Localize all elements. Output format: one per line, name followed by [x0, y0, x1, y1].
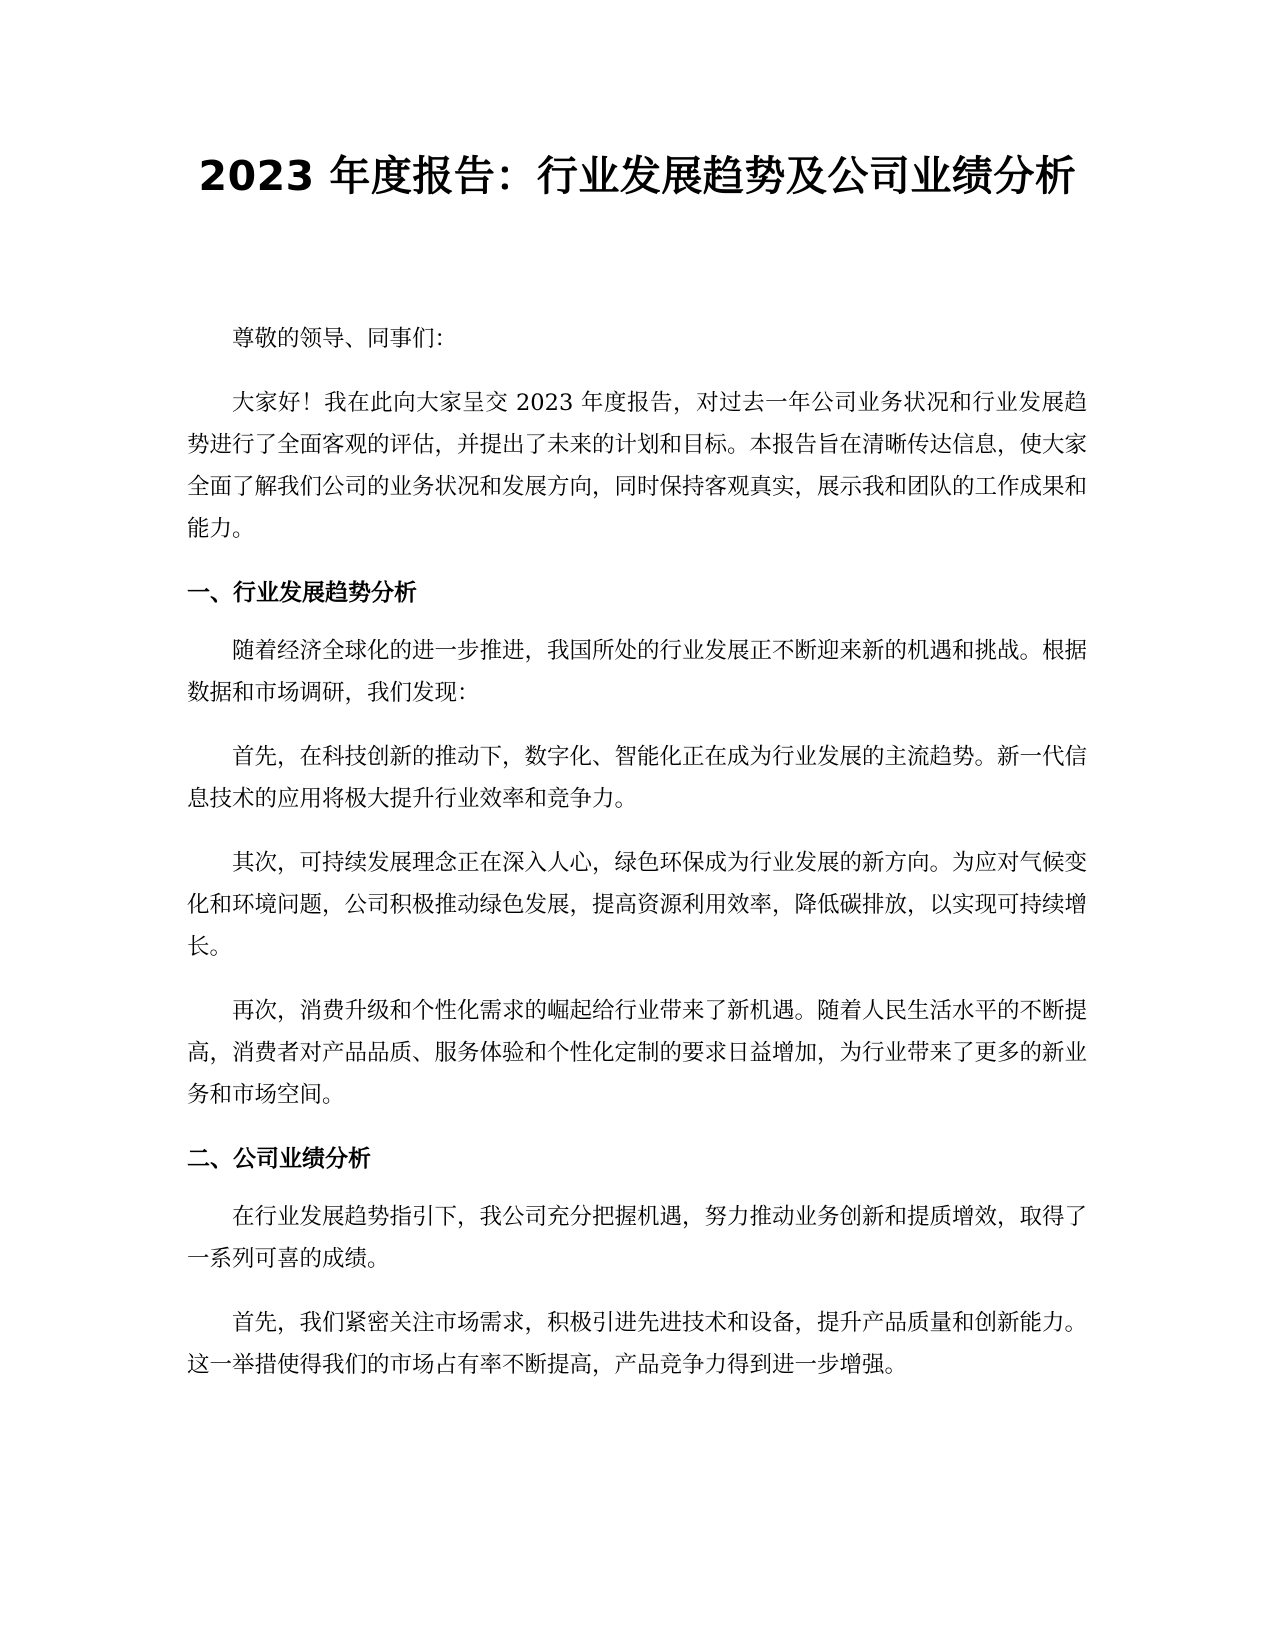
paragraph: 再次，消费升级和个性化需求的崛起给行业带来了新机遇。随着人民生活水平的不断提高，消费者对产品品质、服务体验和个性化定制的要求日益增加，为行业带来了更多的新业务和市场空间。 [187, 998, 1088, 1108]
intro-paragraph: 大家好！我在此向大家呈交 2023 年度报告，对过去一年公司业务状况和行业发展趋势进行了全面客观的评估，并提出了未来的计划和目标。本报告旨在清晰传达信息，使大家全面了解我们公司的业务状况和发展方向，同时保持客观真实，展示我和团队的工作成果和能力。 [187, 390, 1088, 542]
paragraph: 首先，我们紧密关注市场需求，积极引进先进技术和设备，提升产品质量和创新能力。这一举措使得我们的市场占有率不断提高，产品竞争力得到进一步增强。 [187, 1310, 1088, 1378]
salutation: 尊敬的领导、同事们： [232, 326, 458, 352]
paragraph: 其次，可持续发展理念正在深入人心，绿色环保成为行业发展的新方向。为应对气候变化和环境问题，公司积极推动绿色发展，提高资源利用效率，降低碳排放，以实现可持续增长。 [187, 850, 1088, 960]
section-heading-company-performance: 二、公司业绩分析 [187, 1146, 371, 1172]
section-heading-industry-trends: 一、行业发展趋势分析 [187, 580, 417, 606]
paragraph: 在行业发展趋势指引下，我公司充分把握机遇，努力推动业务创新和提质增效，取得了一系列可喜的成绩。 [187, 1204, 1088, 1272]
document-title: 2023 年度报告：行业发展趋势及公司业绩分析 [198, 152, 1077, 200]
paragraph: 随着经济全球化的进一步推进，我国所处的行业发展正不断迎来新的机遇和挑战。根据数据和市场调研，我们发现： [187, 638, 1088, 706]
paragraph: 首先，在科技创新的推动下，数字化、智能化正在成为行业发展的主流趋势。新一代信息技术的应用将极大提升行业效率和竞争力。 [187, 744, 1088, 812]
document-body [187, 318, 1087, 1408]
